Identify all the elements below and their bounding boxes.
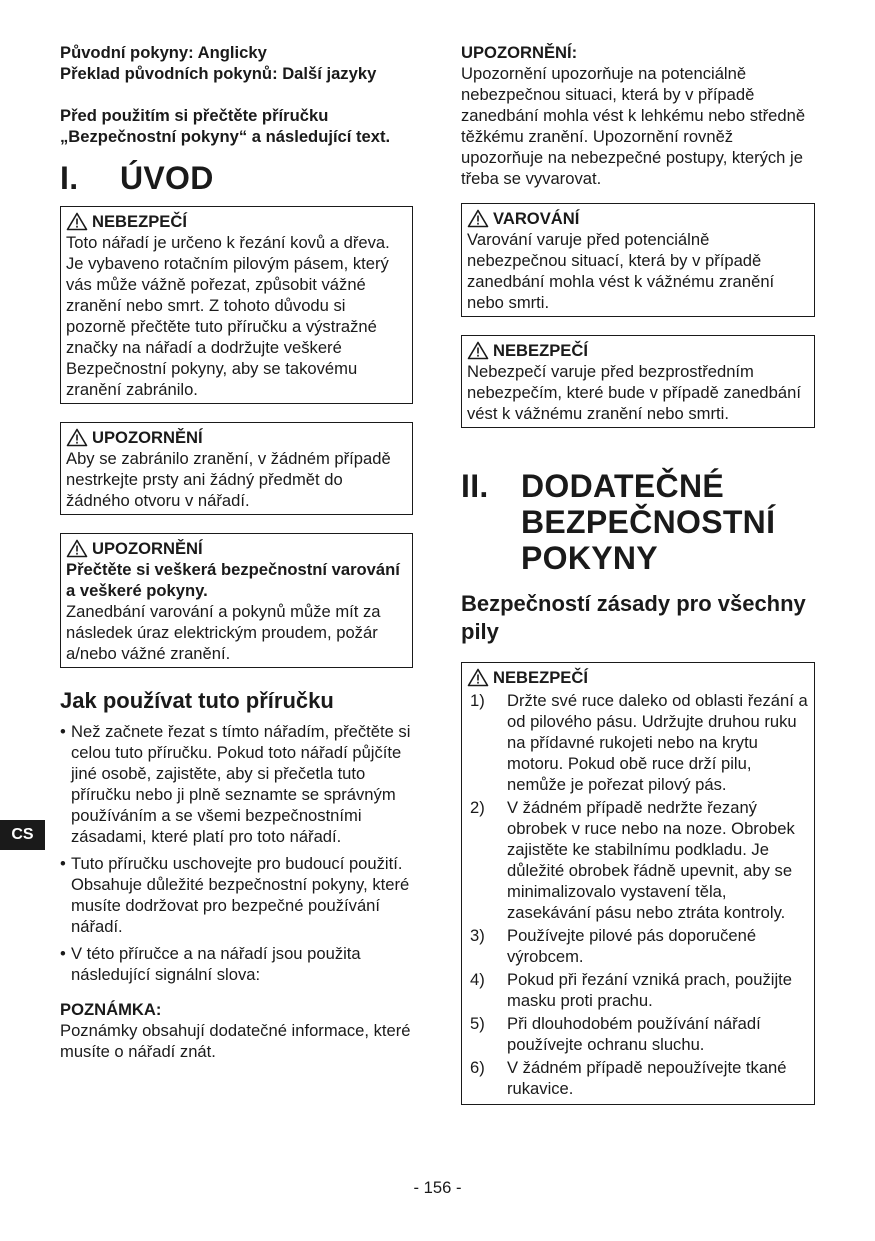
caution-box-2-header [66,538,407,559]
danger-box [60,206,413,404]
list-item-text: V žádném případě nepoužívejte tkané rukavice. [507,1058,787,1098]
caution-box-2-bold-text: Přečtěte si veškerá bezpečnostní varování a veškeré pokyny. [66,560,400,600]
list-item-text: Pokud při řezání vzniká prach, použijte masku proti prachu. [507,970,793,1010]
caution-definition-title: UPOZORNĚNÍ: [461,43,578,62]
intro-line-1: Původní pokyny: Anglicky [60,43,267,62]
danger-definition-box-text: Nebezpečí varuje před bezprostředním nebezpečím, které bude v případě zanedbání vést k vážnému zranění nebo smrti. [467,362,801,423]
list-item-number: 6) [470,1058,485,1077]
warning-box-title: VAROVÁNÍ [493,209,580,228]
language-tab: CS [0,820,45,850]
list-item-number: 3) [470,926,485,945]
list-item [60,721,413,847]
caution-box-2-title: UPOZORNĚNÍ [92,539,203,558]
warning-triangle-icon [66,212,88,231]
warning-triangle-icon [467,668,489,687]
section-2-title [461,468,815,576]
warning-triangle-icon [467,341,489,360]
warning-box [461,203,815,317]
caution-box-1-title: UPOZORNĚNÍ [92,428,203,447]
section-2-heading-line-3: POKYNY [521,540,658,576]
section-2-heading-line-2: BEZPEČNOSTNÍ [521,504,776,540]
list-item-text: V žádném případě nedržte řezaný obrobek v ruce nebo na noze. Obrobek zajistěte ke stabilnímu podkladu. Je důležité obrobek řádně upevnit, aby se minimalizovalo vystavení těla, zasekávání pásu nebo ztráta kontroly. [507,798,795,922]
danger-list-box-header [467,667,809,688]
danger-list-box-title: NEBEZPEČÍ [493,668,588,687]
warning-triangle-icon [467,209,489,228]
caution-box-1 [60,422,413,515]
list-item [467,1057,809,1099]
intro-original-instructions [60,42,413,84]
left-column [60,42,413,1062]
list-item [467,925,809,967]
list-item [60,853,413,937]
section-2-number: II. [461,468,489,504]
bullet-icon: • [60,944,66,963]
section-1-title [60,160,413,196]
section-1-heading: ÚVOD [120,160,214,196]
intro-read-manual: Před použitím si přečtěte příručku „Bezpečnostní pokyny“ a následující text. [60,106,391,146]
note-text: Poznámky obsahují dodatečné informace, které musíte o nářadí znát. [60,1021,411,1061]
warning-box-header [467,208,809,229]
caution-box-1-header [66,427,407,448]
danger-box-title: NEBEZPEČÍ [92,212,187,231]
caution-box-2 [60,533,413,668]
list-item [60,943,413,985]
right-column [461,42,815,1105]
danger-box-text: Toto nářadí je určeno k řezání kovů a dřeva. Je vybaveno rotačním pilovým pásem, který vás může vážně pořezat, způsobit vážné zranění nebo smrt. Z tohoto důvodu si pozorně přečtěte tuto příručku a výstražné značky na nářadí a dodržujte veškeré Bezpečnostní pokyny, aby se takovému zranění zabránilo. [66,233,390,399]
list-item [467,797,809,923]
section-1-number: I. [60,160,79,196]
section-2-heading-line-1: DODATEČNÉ [521,468,724,504]
danger-box-header [66,211,407,232]
danger-definition-box-title: NEBEZPEČÍ [493,341,588,360]
howto-bullet-3: V této příručce a na nářadí jsou použita následující signální slova: [71,944,361,984]
warning-box-text: Varování varuje před potenciálně nebezpečnou situací, která by v případě zanedbání mohla vést k vážnému zranění nebo smrti. [467,230,775,312]
danger-list-box [461,662,815,1105]
danger-numbered-list [467,690,809,1099]
howto-heading: Jak používat tuto příručku [60,688,334,713]
caution-box-2-text: Zanedbání varování a pokynů může mít za následek úraz elektrickým proudem, požár a/nebo vážné zranění. [66,602,381,663]
howto-bullet-2: Tuto příručku uschovejte pro budoucí použití. Obsahuje důležité bezpečnostní pokyny, které musíte dodržovat pro bezpečné používání nářadí. [71,854,410,936]
intro-line-2: Překlad původních pokynů: Další jazyky [60,64,377,83]
list-item [467,1013,809,1055]
list-item-number: 4) [470,970,485,989]
list-item-text: Držte své ruce daleko od oblasti řezání a od pilového pásu. Udržujte druhou ruku na přídavné rukojeti nebo na krytu motoru. Pokud obě ruce drží pilu, nemůže je pořezat pilový pás. [507,691,808,794]
list-item-number: 1) [470,691,485,710]
warning-triangle-icon [66,539,88,558]
list-item-text: Při dlouhodobém používání nářadí používejte ochranu sluchu. [507,1014,761,1054]
saws-safety-heading: Bezpečností zásady pro všechny pily [461,591,806,644]
page-number: - 156 - [413,1178,462,1197]
danger-definition-box-header [467,340,809,361]
danger-definition-box [461,335,815,428]
list-item-text: Používejte pilové pás doporučené výrobcem. [507,926,757,966]
section-2-heading [521,468,815,576]
howto-bullet-list [60,721,413,985]
caution-box-1-text: Aby se zabránilo zranění, v žádném případě nestrkejte prsty ani žádný předmět do žádného otvoru v nářadí. [66,449,391,510]
howto-bullet-1: Než začnete řezat s tímto nářadím, přečtěte si celou tuto příručku. Pokud toto nářadí půjčíte jiné osobě, zajistěte, aby si přečetla tuto příručku nebo ji plně seznamte se správným používáním a se všemi bezpečnostními zásadami, které platí pro toto nářadí. [71,722,411,846]
bullet-icon: • [60,854,66,873]
caution-definition-text: Upozornění upozorňuje na potenciálně nebezpečnou situaci, která by v případě zanedbání mohla vést k lehkému nebo středně těžkému zranění. Upozornění rovněž upozorňuje na nebezpečné postupy, kterých je třeba se vyvarovat. [461,64,806,188]
warning-triangle-icon [66,428,88,447]
note-title: POZNÁMKA: [60,1000,162,1019]
list-item [467,969,809,1011]
bullet-icon: • [60,722,66,741]
list-item [467,690,809,795]
list-item-number: 5) [470,1014,485,1033]
list-item-number: 2) [470,798,485,817]
